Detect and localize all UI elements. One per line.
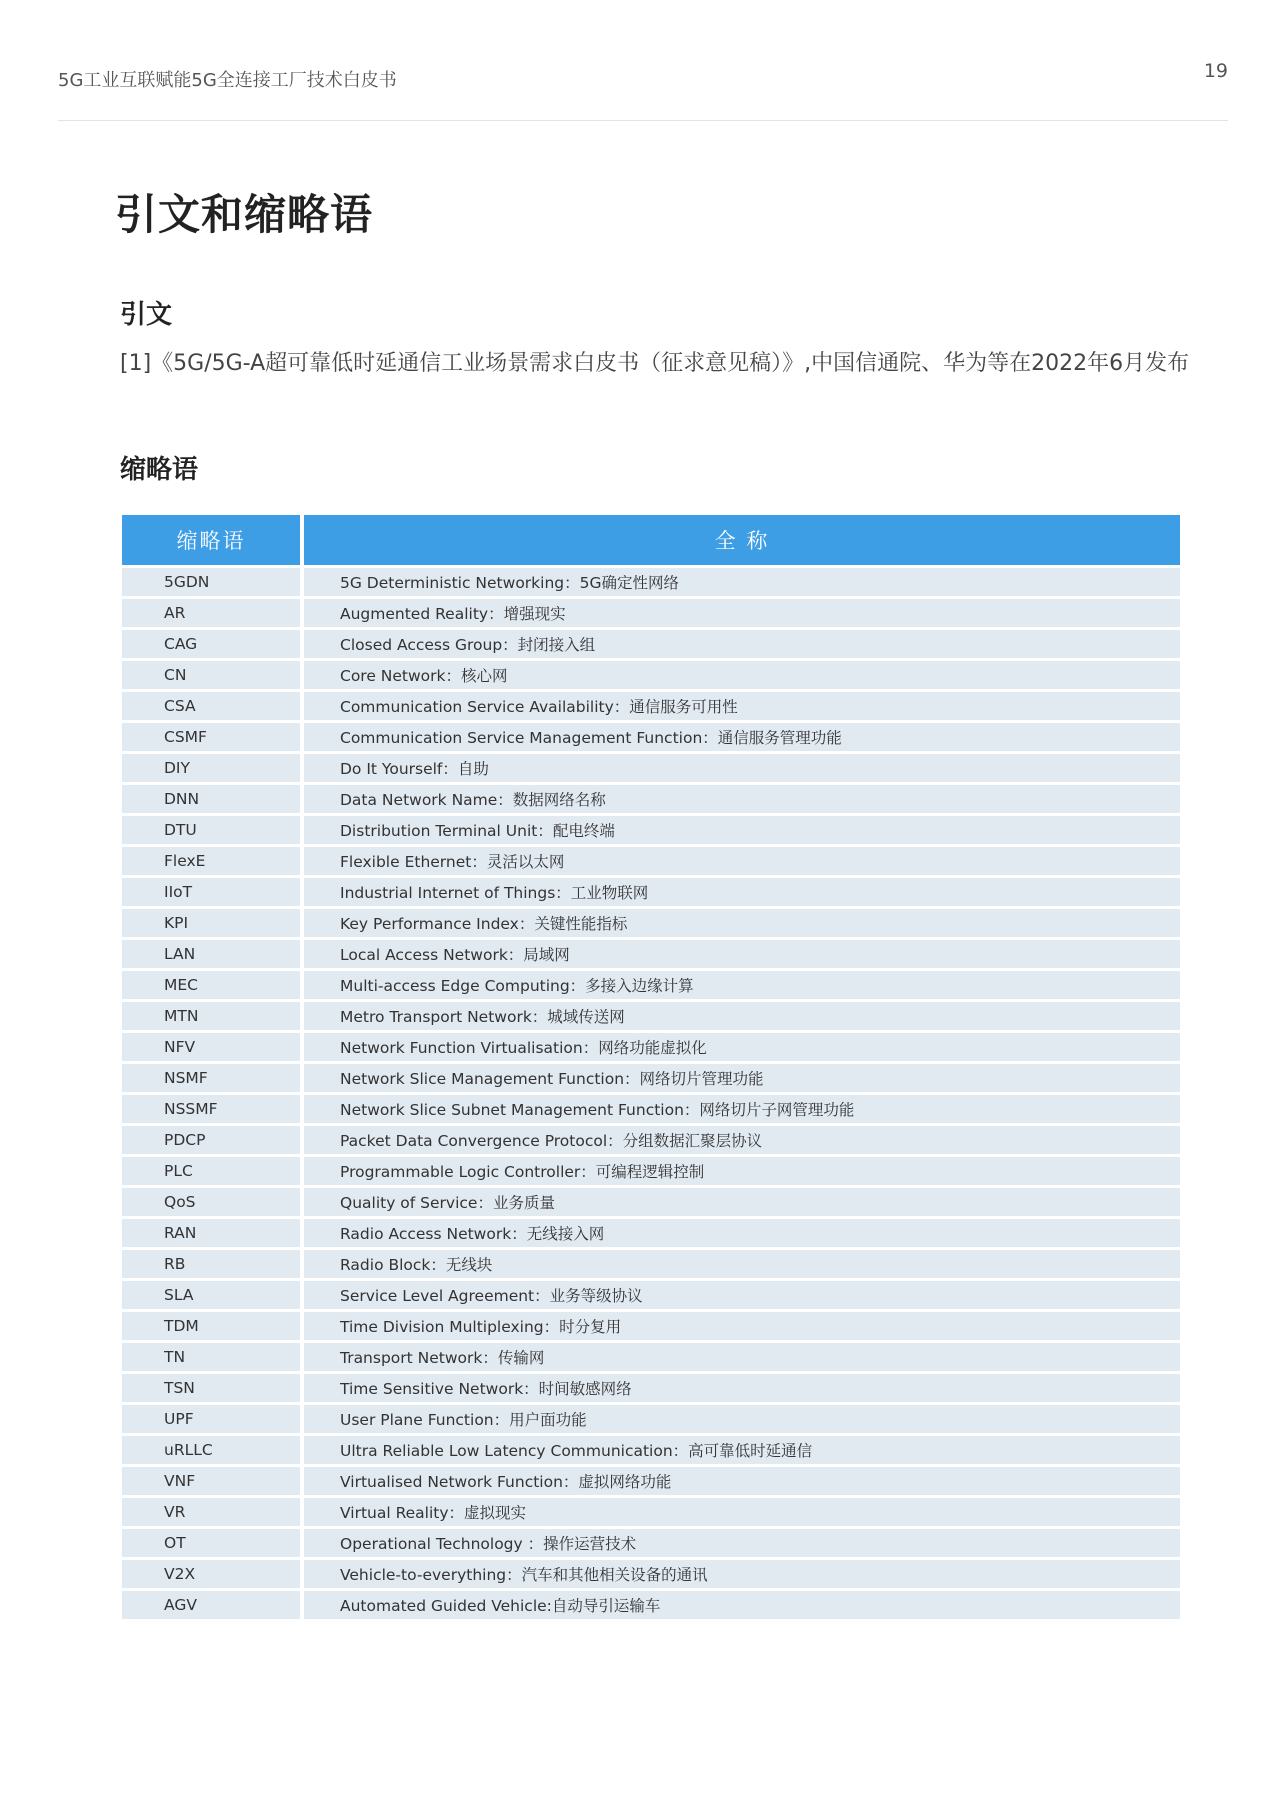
full-name-cell: Multi-access Edge Computing：多接入边缘计算 bbox=[304, 971, 1180, 999]
abbreviation-cell: TSN bbox=[122, 1374, 304, 1402]
table-row bbox=[122, 723, 1180, 751]
table-row bbox=[122, 1219, 1180, 1247]
column-header-abbr: 缩略语 bbox=[122, 515, 304, 565]
full-name-cell: Packet Data Convergence Protocol：分组数据汇聚层协议 bbox=[304, 1126, 1180, 1154]
abbreviation-cell: QoS bbox=[122, 1188, 304, 1216]
full-name-cell: Service Level Agreement：业务等级协议 bbox=[304, 1281, 1180, 1309]
full-name-cell: Data Network Name：数据网络名称 bbox=[304, 785, 1180, 813]
abbreviation-cell: CN bbox=[122, 661, 304, 689]
table-row bbox=[122, 1467, 1180, 1495]
full-name-cell: Do It Yourself：自助 bbox=[304, 754, 1180, 782]
table-row bbox=[122, 754, 1180, 782]
table-row bbox=[122, 599, 1180, 627]
table-row bbox=[122, 971, 1180, 999]
abbreviation-cell: VNF bbox=[122, 1467, 304, 1495]
full-name-cell: Key Performance Index：关键性能指标 bbox=[304, 909, 1180, 937]
full-name-cell: Automated Guided Vehicle:自动导引运输车 bbox=[304, 1591, 1180, 1619]
full-name-cell: Network Slice Subnet Management Function：网络切片子网管理功能 bbox=[304, 1095, 1180, 1123]
table-row bbox=[122, 909, 1180, 937]
full-name-cell: Vehicle-to-everything：汽车和其他相关设备的通讯 bbox=[304, 1560, 1180, 1588]
abbreviation-cell: OT bbox=[122, 1529, 304, 1557]
table-row bbox=[122, 1157, 1180, 1185]
full-name-cell: Ultra Reliable Low Latency Communication：高可靠低时延通信 bbox=[304, 1436, 1180, 1464]
full-name-cell: Network Function Virtualisation：网络功能虚拟化 bbox=[304, 1033, 1180, 1061]
abbreviation-cell: CSMF bbox=[122, 723, 304, 751]
full-name-cell: Communication Service Availability：通信服务可用性 bbox=[304, 692, 1180, 720]
table-row bbox=[122, 1405, 1180, 1433]
abbreviation-cell: DNN bbox=[122, 785, 304, 813]
abbreviation-cell: NFV bbox=[122, 1033, 304, 1061]
abbreviation-cell: VR bbox=[122, 1498, 304, 1526]
abbreviation-cell: DTU bbox=[122, 816, 304, 844]
abbreviation-cell: AGV bbox=[122, 1591, 304, 1619]
full-name-cell: Programmable Logic Controller：可编程逻辑控制 bbox=[304, 1157, 1180, 1185]
table-row bbox=[122, 661, 1180, 689]
full-name-cell: Radio Block：无线块 bbox=[304, 1250, 1180, 1278]
table-row bbox=[122, 1126, 1180, 1154]
reference-item: [1]《5G/5G-A超可靠低时延通信工业场景需求白皮书（征求意见稿）》,中国信通院、华为等在2022年6月发布 bbox=[120, 351, 1190, 376]
table-row bbox=[122, 1095, 1180, 1123]
table-row bbox=[122, 630, 1180, 658]
table-row bbox=[122, 692, 1180, 720]
abbreviation-cell: LAN bbox=[122, 940, 304, 968]
table-row bbox=[122, 816, 1180, 844]
table-row bbox=[122, 1529, 1180, 1557]
table-row bbox=[122, 1591, 1180, 1619]
full-name-cell: Flexible Ethernet：灵活以太网 bbox=[304, 847, 1180, 875]
full-name-cell: Industrial Internet of Things：工业物联网 bbox=[304, 878, 1180, 906]
full-name-cell: Metro Transport Network：城域传送网 bbox=[304, 1002, 1180, 1030]
table-row bbox=[122, 1002, 1180, 1030]
references-heading: 引文 bbox=[120, 300, 173, 330]
table-row bbox=[122, 1064, 1180, 1092]
full-name-cell: Quality of Service：业务质量 bbox=[304, 1188, 1180, 1216]
full-name-cell: Distribution Terminal Unit：配电终端 bbox=[304, 816, 1180, 844]
abbreviation-cell: TDM bbox=[122, 1312, 304, 1340]
abbreviation-cell: 5GDN bbox=[122, 568, 304, 596]
abbreviation-cell: AR bbox=[122, 599, 304, 627]
full-name-cell: 5G Deterministic Networking：5G确定性网络 bbox=[304, 568, 1180, 596]
full-name-cell: Virtual Reality：虚拟现实 bbox=[304, 1498, 1180, 1526]
abbreviation-cell: KPI bbox=[122, 909, 304, 937]
full-name-cell: Virtualised Network Function：虚拟网络功能 bbox=[304, 1467, 1180, 1495]
table-row bbox=[122, 847, 1180, 875]
table-row bbox=[122, 785, 1180, 813]
page-title: 引文和缩略语 bbox=[115, 190, 374, 239]
abbreviations-heading: 缩略语 bbox=[120, 455, 199, 485]
table-row bbox=[122, 1188, 1180, 1216]
column-header-full-name: 全 称 bbox=[304, 515, 1180, 565]
abbreviation-cell: RAN bbox=[122, 1219, 304, 1247]
abbreviation-cell: UPF bbox=[122, 1405, 304, 1433]
full-name-cell: Operational Technology ：操作运营技术 bbox=[304, 1529, 1180, 1557]
abbreviation-cell: IIoT bbox=[122, 878, 304, 906]
table-row bbox=[122, 1343, 1180, 1371]
full-name-cell: Time Division Multiplexing：时分复用 bbox=[304, 1312, 1180, 1340]
running-header bbox=[58, 58, 1228, 121]
table-row bbox=[122, 878, 1180, 906]
abbreviation-cell: V2X bbox=[122, 1560, 304, 1588]
abbreviation-cell: PDCP bbox=[122, 1126, 304, 1154]
table-row bbox=[122, 1281, 1180, 1309]
page-number: 19 bbox=[1203, 60, 1228, 82]
abbreviation-cell: TN bbox=[122, 1343, 304, 1371]
full-name-cell: Time Sensitive Network：时间敏感网络 bbox=[304, 1374, 1180, 1402]
abbreviation-cell: MEC bbox=[122, 971, 304, 999]
table-row bbox=[122, 1498, 1180, 1526]
abbreviation-cell: SLA bbox=[122, 1281, 304, 1309]
abbreviation-cell: DIY bbox=[122, 754, 304, 782]
running-title: 5G工业互联赋能5G全连接工厂技术白皮书 bbox=[58, 70, 397, 91]
full-name-cell: Transport Network：传输网 bbox=[304, 1343, 1180, 1371]
full-name-cell: Radio Access Network：无线接入网 bbox=[304, 1219, 1180, 1247]
abbreviation-cell: RB bbox=[122, 1250, 304, 1278]
full-name-cell: User Plane Function：用户面功能 bbox=[304, 1405, 1180, 1433]
abbreviation-cell: CAG bbox=[122, 630, 304, 658]
abbreviation-cell: CSA bbox=[122, 692, 304, 720]
abbreviation-cell: PLC bbox=[122, 1157, 304, 1185]
full-name-cell: Communication Service Management Function：通信服务管理功能 bbox=[304, 723, 1180, 751]
full-name-cell: Closed Access Group：封闭接入组 bbox=[304, 630, 1180, 658]
table-row bbox=[122, 1436, 1180, 1464]
table-row bbox=[122, 568, 1180, 596]
table-row bbox=[122, 1250, 1180, 1278]
abbreviation-cell: NSSMF bbox=[122, 1095, 304, 1123]
table-row bbox=[122, 1312, 1180, 1340]
full-name-cell: Core Network：核心网 bbox=[304, 661, 1180, 689]
table-row bbox=[122, 1560, 1180, 1588]
abbreviation-cell: NSMF bbox=[122, 1064, 304, 1092]
abbreviations-table-body bbox=[122, 568, 1180, 1619]
full-name-cell: Network Slice Management Function：网络切片管理功能 bbox=[304, 1064, 1180, 1092]
full-name-cell: Augmented Reality：增强现实 bbox=[304, 599, 1180, 627]
abbreviation-cell: MTN bbox=[122, 1002, 304, 1030]
abbreviation-cell: FlexE bbox=[122, 847, 304, 875]
table-row bbox=[122, 1033, 1180, 1061]
abbreviations-table bbox=[122, 512, 1180, 1622]
abbreviation-cell: uRLLC bbox=[122, 1436, 304, 1464]
full-name-cell: Local Access Network：局域网 bbox=[304, 940, 1180, 968]
table-header-row bbox=[122, 515, 1180, 565]
table-row bbox=[122, 940, 1180, 968]
table-row bbox=[122, 1374, 1180, 1402]
